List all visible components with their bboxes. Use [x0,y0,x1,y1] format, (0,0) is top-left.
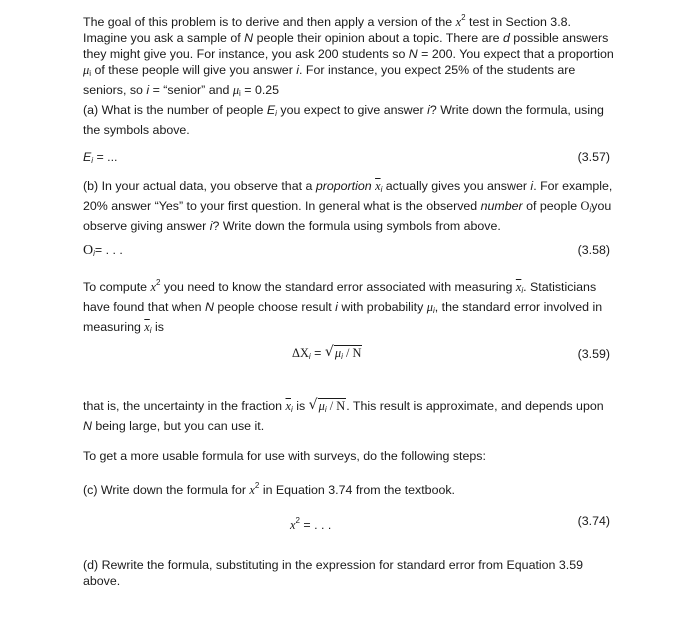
equation-3-74: $x^2$ = . . . [290,516,332,532]
equation-number-3-58: (3.58) [577,243,610,257]
square-root-symbol: √ $\mu_i$ / N [324,344,362,361]
equation-number-3-59: (3.59) [577,347,610,361]
intro-paragraph: The goal of this problem is to derive and then apply a version of the $x^2$ test in Section 3.8. Imagine you ask a sample of N people their opinion about a topic. There are d possible answers they might give you. For instance, you ask 200 students so N = 200. You expect that a proportion $\mu_i$ of these people will give you answer i. For instance, you expect 25% of the students are seniors, so i = “senior” and $\mu_i = 0.25$ [83,13,614,98]
question-d: (d) Rewrite the formula, substituting in the expression for standard error from Equation 3.59 above. [83,558,583,588]
equation-number-3-74: (3.74) [577,514,610,528]
question-b: (b) In your actual data, you observe that a proportion $\overline{x}_i$ actually gives you answer i. For example, 20% answer “Yes” to your first question. In general what is the observed number of people $O_iyou$ observe giving answer i? Write down the formula using symbols from above. [83,179,613,233]
uncertainty-paragraph: that is, the uncertainty in the fraction $\overline{x}_i$ is √ $\mu_i$ / N. This result is approximate, and depends upon N being large, but you can use it. [83,397,604,433]
square-root-symbol-inline: √ $\mu_i$ / N [308,397,346,414]
equation-3-58: $O_i=$ . . . [83,243,123,258]
question-c: (c) Write down the formula for $x^2$ in Equation 3.74 from the textbook. [83,481,455,497]
steps-paragraph: To get a more usable formula for use with surveys, do the following steps: [83,449,486,463]
equation-number-3-57: (3.57) [577,150,610,164]
question-a: (a) What is the number of people $E_i$ you expect to give answer i? Write down the formula, using the symbols above. [83,103,604,137]
equation-3-59: $\Delta X_i$ = √ $\mu_i$ / N [292,345,362,365]
standard-error-paragraph: To compute $x^2$ you need to know the standard error associated with measuring $\overline{x}_i$. Statisticians have found that when N people choose result i with probability $\mu_i$, the standard error involved in measuring $\overline{x}_i$ is [83,278,603,335]
equation-3-57: $E_i$ = ... [83,150,118,165]
